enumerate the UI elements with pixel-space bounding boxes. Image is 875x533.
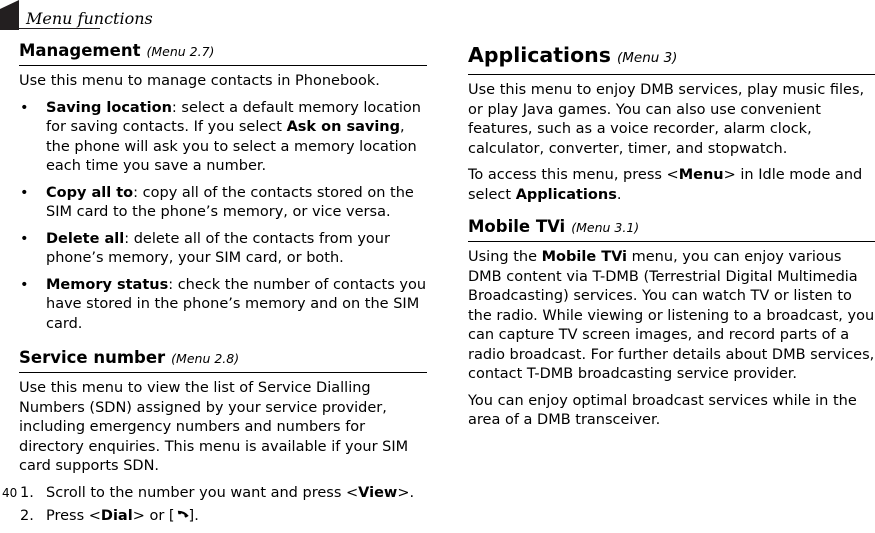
- step-number: 1.: [20, 484, 34, 501]
- service-number-steps: [19, 484, 427, 529]
- bullet-icon: •: [20, 230, 29, 247]
- call-icon: [175, 509, 189, 529]
- header-bar: [0, 0, 19, 30]
- service-number-menu-ref: (Menu 2.8): [171, 351, 240, 366]
- right-column: [468, 40, 875, 438]
- list-item: [19, 184, 427, 223]
- service-number-title: Service number: [19, 348, 166, 367]
- management-menu-ref: (Menu 2.7): [146, 44, 215, 59]
- bullet-term: Memory status: [46, 276, 169, 293]
- applications-access: [468, 166, 875, 205]
- applications-intro: Use this menu to enjoy DMB services, play music files, or play Java games. You can also use convenient features, such as a voice recorder, alarm clock, calculator, converter, timer, and stopwatch.: [468, 82, 865, 157]
- mobile-tvi-menu-ref: (Menu 3.1): [571, 220, 640, 235]
- management-bullet-list: [19, 99, 427, 335]
- step-text: > or [: [132, 508, 175, 524]
- paragraph-text: To access this menu, press <: [468, 167, 679, 183]
- page-number: 40: [2, 486, 18, 500]
- bullet-icon: •: [20, 276, 29, 293]
- mobile-tvi-title: Mobile TVi: [468, 217, 566, 236]
- bullet-term: Delete all: [46, 230, 125, 247]
- service-number-intro: Use this menu to view the list of Service Dialling Numbers (SDN) assigned by your service provider, including emergency numbers and numbers for directory enquiries. This menu is available if your SIM card supports SDN.: [19, 380, 409, 474]
- bullet-emphasis: Ask on saving: [286, 119, 400, 135]
- step-key: Dial: [100, 508, 133, 524]
- mobile-tvi-description: [468, 248, 875, 385]
- bullet-term: Copy all to: [46, 184, 134, 201]
- bullet-text: : copy all of the contacts stored on the SIM card to the phone’s memory, or vice versa.: [46, 184, 414, 220]
- bullet-text: : delete all of the contacts from your phone’s memory, your SIM card, or both.: [46, 230, 390, 266]
- bullet-text: : check the number of contacts you have stored in the phone’s memory and on the SIM card.: [46, 276, 427, 332]
- management-heading: [19, 40, 427, 66]
- applications-title: Applications: [468, 43, 611, 67]
- bullet-icon: •: [20, 99, 29, 116]
- mobile-tvi-emphasis: Mobile TVi: [541, 249, 628, 265]
- mobile-tvi-heading: [468, 216, 875, 242]
- step-text: >.: [397, 484, 415, 501]
- bullet-icon: •: [20, 184, 29, 201]
- bullet-text: : select a default memory location for saving contacts. If you select: [46, 99, 421, 135]
- paragraph-text: Using the: [468, 249, 542, 265]
- applications-heading: [468, 42, 875, 75]
- step-text: ].: [188, 508, 199, 524]
- paragraph-text: .: [616, 186, 622, 203]
- page-header-title: Menu functions: [26, 9, 153, 28]
- bullet-term: Saving location: [46, 99, 172, 116]
- applications-menu-ref: (Menu 3): [616, 50, 678, 66]
- applications-emphasis: Applications: [515, 186, 617, 203]
- management-intro: Use this menu to manage contacts in Phonebook.: [19, 73, 380, 89]
- bullet-text: , the phone will ask you to select a memory location each time you save a number.: [46, 119, 417, 174]
- header-rule: [0, 28, 100, 29]
- service-number-heading: [19, 347, 427, 373]
- step-text: Scroll to the number you want and press <: [46, 484, 359, 501]
- list-item: [19, 276, 427, 335]
- list-item: [19, 99, 427, 177]
- paragraph-text: menu, you can enjoy various DMB content via T-DMB (Terrestrial Digital Multimedia Broadcasting) services. You can watch TV or listen to the radio. While viewing or listening to a broadcast, you can capture TV screen images, and record parts of a radio broadcast. For further details about DMB services, contact T-DMB broadcasting service provider.: [468, 249, 875, 382]
- mobile-tvi-note: You can enjoy optimal broadcast services while in the area of a DMB transceiver.: [468, 392, 857, 428]
- list-item: [19, 484, 427, 504]
- step-key: View: [358, 484, 398, 501]
- menu-key: Menu: [678, 167, 724, 183]
- paragraph-text: > in Idle mode and select: [468, 167, 863, 203]
- step-text: Press <: [46, 508, 101, 524]
- left-column: [19, 40, 427, 533]
- management-title: Management: [19, 41, 141, 60]
- list-item: [19, 230, 427, 269]
- list-item: [19, 507, 427, 529]
- step-number: 2.: [20, 508, 34, 524]
